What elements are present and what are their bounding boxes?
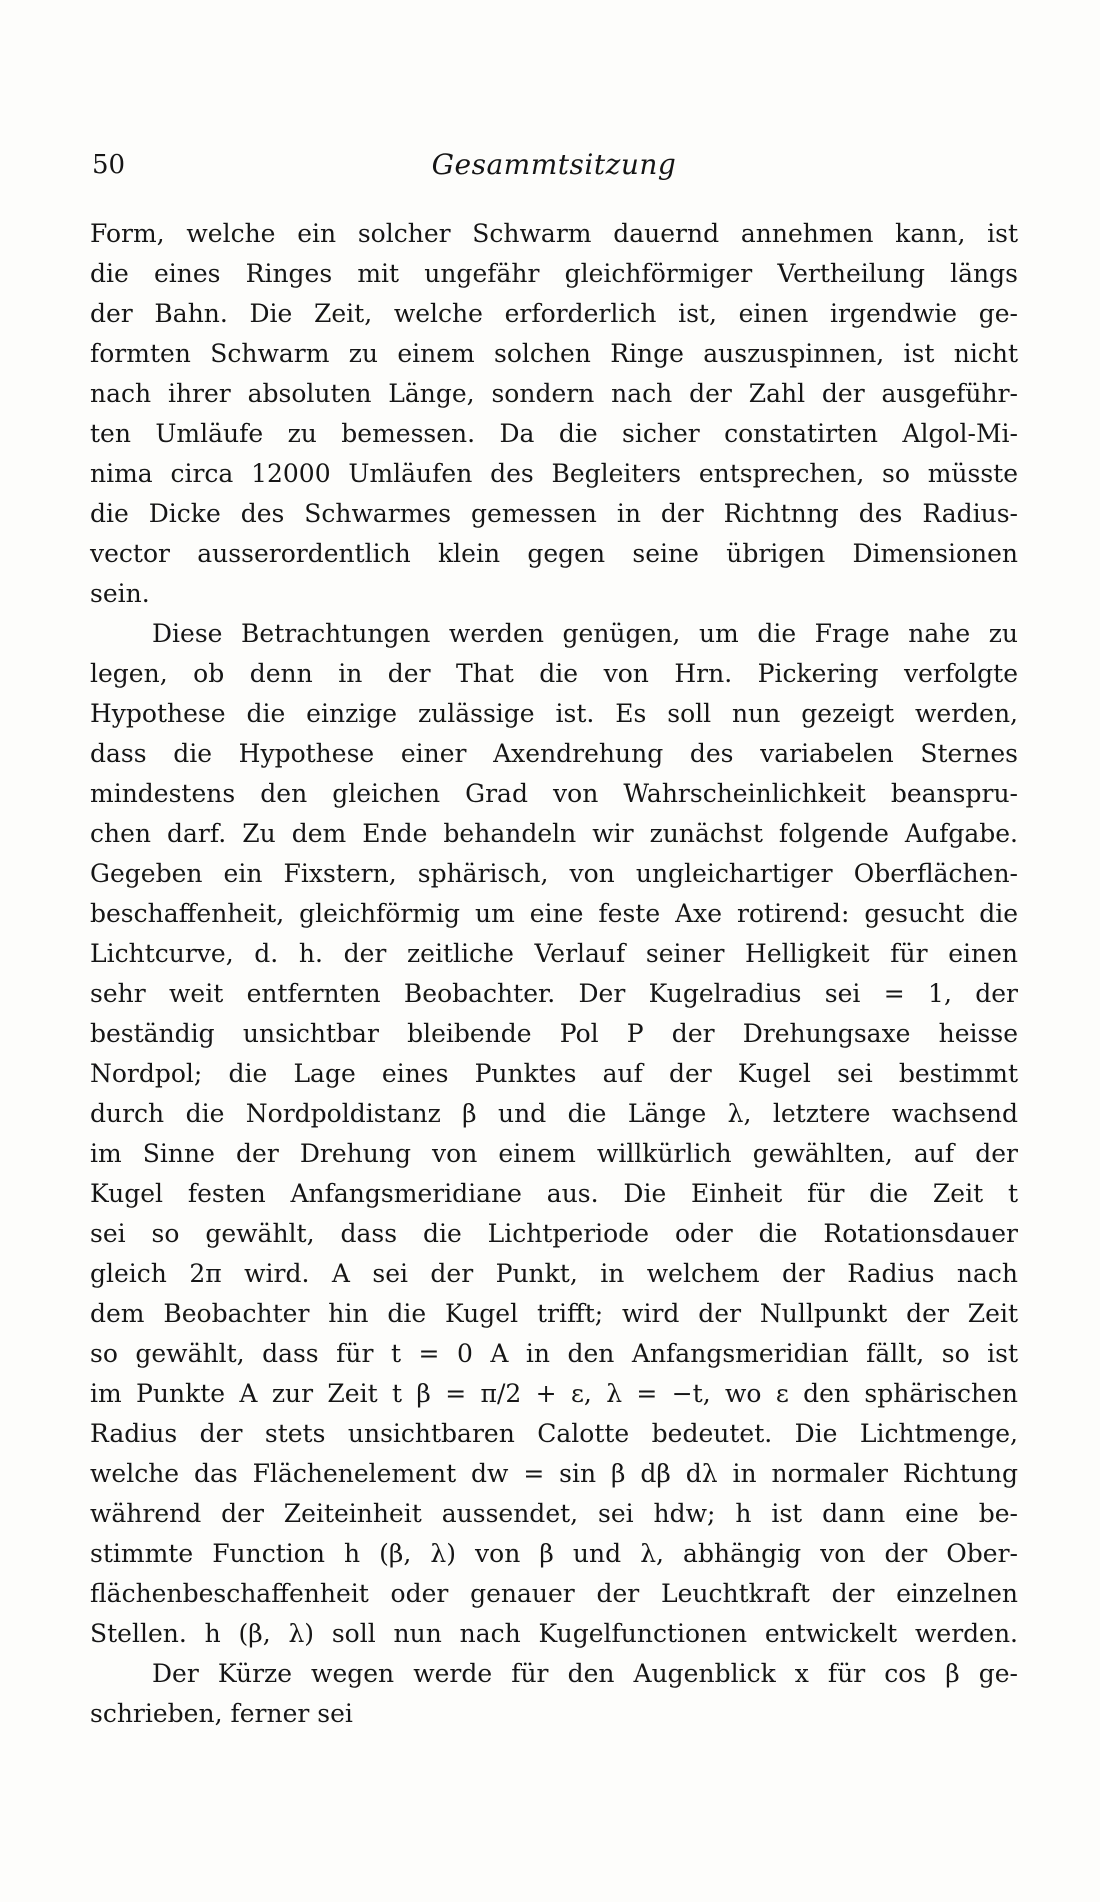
text-line: im Sinne der Drehung von einem willkürlich gewählten, auf der [90,1139,1018,1168]
text-line: die eines Ringes mit ungefähr gleichförmiger Vertheilung längs [90,259,1018,288]
text-line: die Dicke des Schwarmes gemessen in der Richtnng des Radius- [90,499,1018,528]
text-line: sein. [90,579,150,608]
text-line: gleich 2π wird. A sei der Punkt, in welchem der Radius nach [90,1259,1018,1288]
text-line: chen darf. Zu dem Ende behandeln wir zunächst folgende Aufgabe. [90,819,1018,848]
text-line: beschaffenheit, gleichförmig um eine feste Axe rotirend: gesucht die [90,899,1018,928]
text-line: vector ausserordentlich klein gegen seine übrigen Dimensionen [90,539,1018,568]
text-line: stimmte Function h (β, λ) von β und λ, abhängig von der Ober- [90,1539,1018,1568]
text-line: nima circa 12000 Umläufen des Begleiters entsprechen, so müsste [90,459,1018,488]
text-line: im Punkte A zur Zeit t β = π/2 + ε, λ = −t, wo ε den sphärischen [90,1379,1018,1408]
text-line: sehr weit entfernten Beobachter. Der Kugelradius sei = 1, der [90,979,1018,1008]
text-line: dass die Hypothese einer Axendrehung des variabelen Sternes [90,739,1018,768]
text-line: Lichtcurve, d. h. der zeitliche Verlauf seiner Helligkeit für einen [90,939,1018,968]
text-line: Radius der stets unsichtbaren Calotte bedeutet. Die Lichtmenge, [90,1419,1018,1448]
text-line: Gegeben ein Fixstern, sphärisch, von ungleichartiger Oberflächen- [90,859,1018,888]
text-line: legen, ob denn in der That die von Hrn. Pickering verfolgte [90,659,1018,688]
text-line: Form, welche ein solcher Schwarm dauernd annehmen kann, ist [90,219,1018,248]
text-line: Kugel festen Anfangsmeridiane aus. Die Einheit für die Zeit t [90,1179,1018,1208]
text-line: beständig unsichtbar bleibende Pol P der Drehungsaxe heisse [90,1019,1018,1048]
text-line: durch die Nordpoldistanz β und die Länge λ, letztere wachsend [90,1099,1018,1128]
text-line: Nordpol; die Lage eines Punktes auf der Kugel sei bestimmt [90,1059,1018,1088]
text-line: der Bahn. Die Zeit, welche erforderlich ist, einen irgendwie ge- [90,299,1018,328]
text-block [90,214,1018,1734]
text-line: sei so gewählt, dass die Lichtperiode oder die Rotationsdauer [90,1219,1018,1248]
text-line: Hypothese die einzige zulässige ist. Es soll nun gezeigt werden, [90,699,1018,728]
text-line: Der Kürze wegen werde für den Augenblick x für cos β ge- [152,1659,1018,1688]
text-line: ten Umläufe zu bemessen. Da die sicher constatirten Algol-Mi- [90,419,1018,448]
text-line: welche das Flächenelement dw = sin β dβ dλ in normaler Richtung [90,1459,1018,1488]
text-line: flächenbeschaffenheit oder genauer der Leuchtkraft der einzelnen [90,1579,1018,1608]
page-number: 50 [92,150,126,180]
paragraph [90,1654,1018,1734]
text-line: formten Schwarm zu einem solchen Ringe auszuspinnen, ist nicht [90,339,1018,368]
text-line: dem Beobachter hin die Kugel trifft; wird der Nullpunkt der Zeit [90,1299,1018,1328]
text-line: schrieben, ferner sei [90,1699,353,1728]
paragraph [90,214,1018,614]
text-line: Stellen. h (β, λ) soll nun nach Kugelfunctionen entwickelt werden. [90,1619,1018,1648]
running-header-title: Gesammtsitzung [431,148,677,181]
text-line: während der Zeiteinheit aussendet, sei hdw; h ist dann eine be- [90,1499,1018,1528]
text-line: nach ihrer absoluten Länge, sondern nach der Zahl der ausgeführ- [90,379,1018,408]
text-line: mindestens den gleichen Grad von Wahrscheinlichkeit beanspru- [90,779,1018,808]
text-line: Diese Betrachtungen werden genügen, um die Frage nahe zu [152,619,1018,648]
text-line: so gewählt, dass für t = 0 A in den Anfangsmeridian fällt, so ist [90,1339,1018,1368]
running-header [90,148,1018,184]
paragraph [90,614,1018,1654]
